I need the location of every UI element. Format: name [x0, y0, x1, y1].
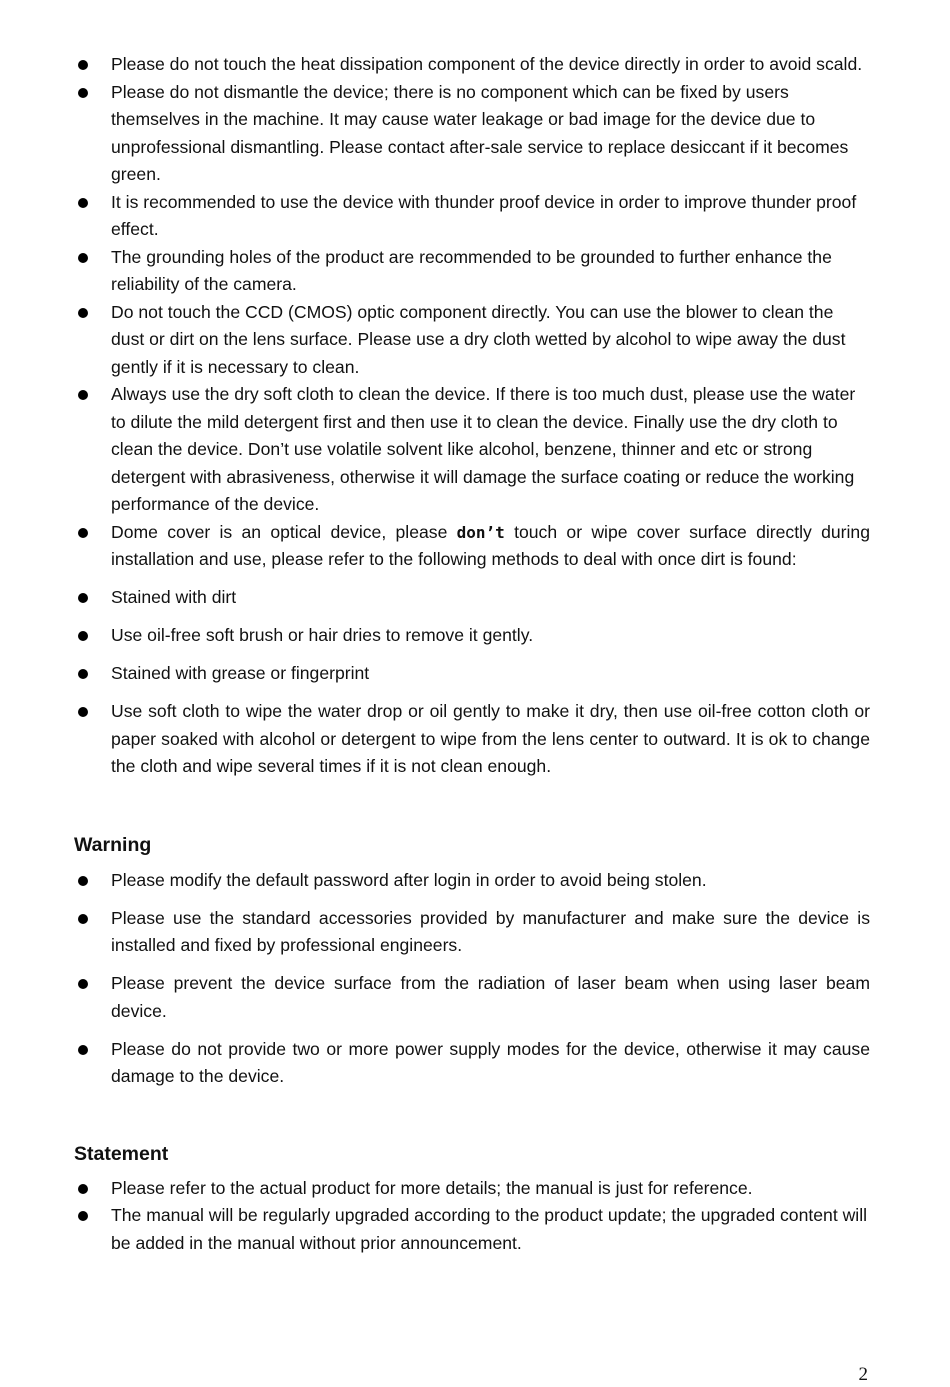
list-item: [74, 1202, 870, 1257]
warning-list: [74, 867, 870, 1091]
list-item: [74, 299, 870, 382]
bullet-icon: [78, 198, 88, 208]
list-item-text: Please do not dismantle the device; there is no component which can be fixed by users themselves in the machine. It may cause water leakage or bad image for the device due to unprofessional dismantling. Please contact after-sale service to replace desiccant if it becomes green.: [111, 81, 849, 184]
bullet-icon: [78, 979, 88, 989]
list-item-text: Please use the standard accessories provided by manufacturer and make sure the device is installed and fixed by professional engineers.: [111, 907, 870, 955]
bullet-icon: [78, 253, 88, 263]
list-item-text: Stained with dirt: [111, 587, 237, 607]
dome-text-before: Dome cover is an optical device, please: [111, 521, 457, 542]
list-item: [74, 867, 870, 895]
list-item-text: Please refer to the actual product for more details; the manual is just for reference.: [111, 1177, 753, 1198]
list-item: [74, 970, 870, 1025]
list-item: [74, 622, 870, 650]
bullet-icon: [78, 60, 88, 70]
page-number: 2: [858, 1364, 868, 1385]
bullet-icon: [78, 669, 88, 679]
bullet-icon: [78, 914, 88, 924]
list-item: [74, 660, 870, 688]
list-item: [74, 189, 870, 244]
bullet-icon: [78, 1211, 88, 1221]
warning-heading: Warning: [74, 833, 152, 856]
document-page: [74, 51, 870, 1257]
list-item-text: Use oil-free soft brush or hair dries to remove it gently.: [111, 625, 534, 645]
bullet-icon: [78, 390, 88, 400]
list-item-text: The grounding holes of the product are recommended to be grounded to further enhance the reliability of the camera.: [111, 246, 832, 294]
precautions-list: [74, 51, 870, 781]
list-item-text: Please modify the default password after login in order to avoid being stolen.: [111, 869, 707, 890]
list-item: [74, 381, 870, 519]
list-item-text: The manual will be regularly upgraded according to the product update; the upgraded content will be added in the manual without prior announcement.: [111, 1205, 868, 1253]
bullet-icon: [78, 528, 88, 538]
list-item-text: Please do not touch the heat dissipation component of the device directly in order to avoid scald.: [111, 54, 863, 74]
list-item: [74, 79, 870, 189]
list-item-text: Use soft cloth to wipe the water drop or oil gently to make it dry, then use oil-free cotton cloth or paper soaked with alcohol or detergent to wipe from the lens center to outward. It is ok to change the cloth and wipe several times if it is not clean enough.: [111, 701, 870, 776]
list-item-text: Stained with grease or fingerprint: [111, 663, 370, 683]
list-item: [74, 1175, 870, 1203]
dome-text-after: touch or wipe cover surface directly during installation and use, please refer to the following methods to deal with once dirt is found:: [111, 521, 870, 569]
bullet-icon: [78, 707, 88, 717]
bullet-icon: [78, 876, 88, 886]
list-item: [74, 584, 870, 612]
bullet-icon: [78, 308, 88, 318]
list-item-text: Do not touch the CCD (CMOS) optic component directly. You can use the blower to clean the dust or dirt on the lens surface. Please use a dry cloth wetted by alcohol to wipe away the dust gently if it is necessary to clean.: [111, 301, 846, 377]
list-item: [74, 905, 870, 960]
list-item: [74, 51, 870, 79]
dome-cover-item: [74, 519, 870, 574]
dome-text-emphasis: don’t: [456, 522, 505, 542]
bullet-icon: [78, 631, 88, 641]
statement-heading: Statement: [74, 1142, 169, 1165]
bullet-icon: [78, 88, 88, 98]
list-item: [74, 1036, 870, 1091]
list-item-text: Always use the dry soft cloth to clean the device. If there is too much dust, please use the water to dilute the mild detergent first and then use it to clean the device. Finally use the dry cloth to clean the device. Don’t use volatile solvent like alcohol, benzene, thinner and etc or strong detergent with abrasiveness, otherwise it will damage the surface coating or reduce the working performance of the device.: [111, 384, 856, 514]
bullet-icon: [78, 1184, 88, 1194]
list-item-text: Please prevent the device surface from the radiation of laser beam when using laser beam device.: [111, 973, 870, 1021]
bullet-icon: [78, 593, 88, 603]
list-item-text: Please do not provide two or more power supply modes for the device, otherwise it may cause damage to the device.: [111, 1038, 870, 1086]
list-item-text: It is recommended to use the device with thunder proof device in order to improve thunder proof effect.: [111, 191, 857, 239]
list-item: [74, 244, 870, 299]
list-item: [74, 698, 870, 781]
bullet-icon: [78, 1045, 88, 1055]
statement-list: [74, 1175, 870, 1258]
